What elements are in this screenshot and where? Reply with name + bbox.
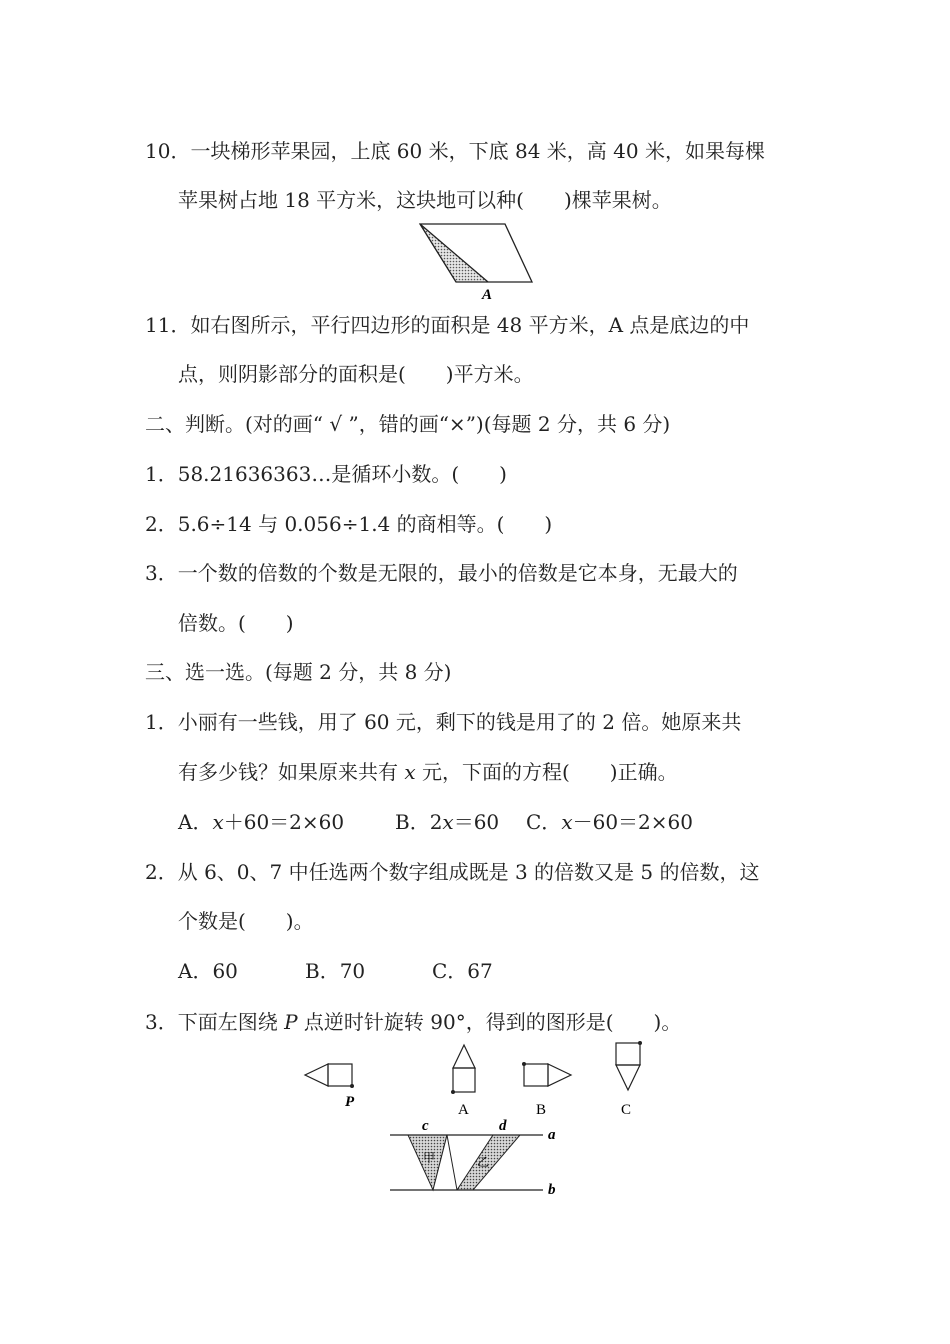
s2-q2: 2．5.6÷14 与 0.056÷1.4 的商相等。( ) bbox=[145, 512, 553, 536]
s2-q3-line2: 倍数。( ) bbox=[178, 611, 294, 635]
original-shape bbox=[305, 1064, 355, 1110]
s3-q2-line1: 2．从 6、0、7 中任选两个数字组成既是 3 的倍数又是 5 的倍数，这 bbox=[145, 860, 760, 884]
s3-q1-option-a: A．x＋60＝2×60 bbox=[178, 810, 345, 834]
rotation-figures bbox=[300, 1040, 660, 1122]
s3-q2-option-b: B．70 bbox=[305, 959, 366, 983]
s3-q3-line: 3．下面左图绕 P 点逆时针旋转 90°，得到的图形是( )。 bbox=[145, 1010, 682, 1034]
q10-line2: 苹果树占地 18 平方米，这块地可以种( )棵苹果树。 bbox=[178, 188, 672, 212]
option-b-shape bbox=[522, 1062, 571, 1118]
s3-q2-line2: 个数是( )。 bbox=[178, 909, 314, 933]
option-c-shape bbox=[616, 1041, 642, 1118]
label-d: d bbox=[499, 1118, 507, 1134]
point-a-label: A bbox=[482, 287, 493, 303]
s3-q1-option-b: B．2x＝60 bbox=[395, 810, 500, 834]
q11-line1: 11．如右图所示，平行四边形的面积是 48 平方米，A 点是底边的中 bbox=[145, 313, 750, 337]
option-b-label: B bbox=[536, 1102, 547, 1118]
parallelogram-figure bbox=[410, 218, 540, 304]
label-jia: 甲 bbox=[423, 1151, 436, 1165]
point-p-label: P bbox=[345, 1094, 355, 1110]
s2-q1: 1．58.21636363…是循环小数。( ) bbox=[145, 462, 507, 486]
s3-q1-option-c: C．x－60＝2×60 bbox=[526, 810, 693, 834]
label-yi: 乙 bbox=[477, 1155, 490, 1169]
parallel-lines-figure bbox=[385, 1115, 565, 1200]
s2-q3-line1: 3．一个数的倍数的个数是无限的，最小的倍数是它本身，无最大的 bbox=[145, 561, 738, 585]
s3-q2-option-c: C．67 bbox=[432, 959, 493, 983]
section2-heading: 二、判断。(对的画“ √ ”，错的画“×”)(每题 2 分，共 6 分) bbox=[145, 412, 671, 436]
option-c-label: C bbox=[621, 1102, 632, 1118]
option-a-label: A bbox=[458, 1102, 469, 1118]
label-c: c bbox=[422, 1118, 429, 1134]
s3-q1-line1: 1．小丽有一些钱，用了 60 元，剩下的钱是用了的 2 倍。她原来共 bbox=[145, 710, 742, 734]
q10-line1: 10．一块梯形苹果园，上底 60 米，下底 84 米，高 40 米，如果每棵 bbox=[145, 139, 765, 163]
label-b: b bbox=[548, 1182, 556, 1198]
q11-line2: 点，则阴影部分的面积是( )平方米。 bbox=[178, 362, 534, 386]
s3-q2-option-a: A．60 bbox=[178, 959, 238, 983]
section3-heading: 三、选一选。(每题 2 分，共 8 分) bbox=[145, 660, 452, 684]
label-a: a bbox=[548, 1127, 556, 1143]
option-a-shape bbox=[451, 1045, 475, 1118]
s3-q1-line2: 有多少钱？如果原来共有 x 元，下面的方程( )正确。 bbox=[178, 760, 678, 784]
